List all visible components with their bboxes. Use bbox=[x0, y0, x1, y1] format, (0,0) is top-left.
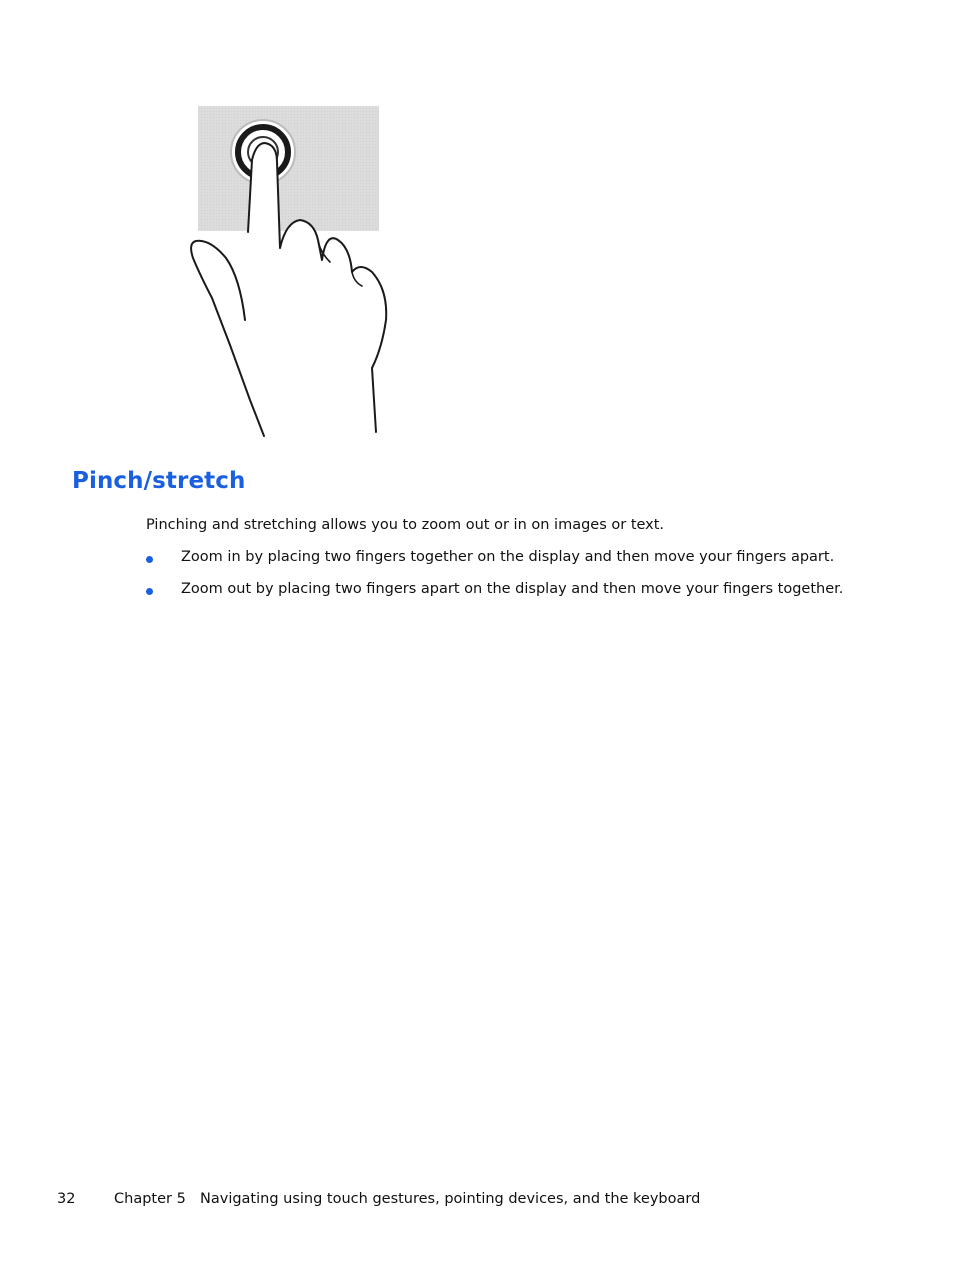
list-item-text: Zoom in by placing two fingers together on the display and then move your fingers apart. bbox=[181, 549, 835, 565]
bullet-icon bbox=[146, 556, 153, 563]
tap-gesture-illustration bbox=[180, 100, 400, 445]
list-item-text: Zoom out by placing two fingers apart on the display and then move your fingers together. bbox=[181, 581, 844, 597]
bullet-icon bbox=[146, 588, 153, 595]
tap-gesture-icon bbox=[180, 100, 400, 445]
chapter-title: Navigating using touch gestures, pointing devices, and the keyboard bbox=[200, 1191, 701, 1207]
section-heading: Pinch/stretch bbox=[72, 468, 246, 494]
intro-paragraph: Pinching and stretching allows you to zoom out or in on images or text. bbox=[146, 517, 665, 533]
chapter-label: Chapter 5 bbox=[114, 1191, 186, 1207]
list-item bbox=[146, 579, 843, 599]
list-item bbox=[146, 547, 843, 567]
page-number: 32 bbox=[57, 1191, 76, 1207]
bullet-list bbox=[146, 547, 843, 611]
